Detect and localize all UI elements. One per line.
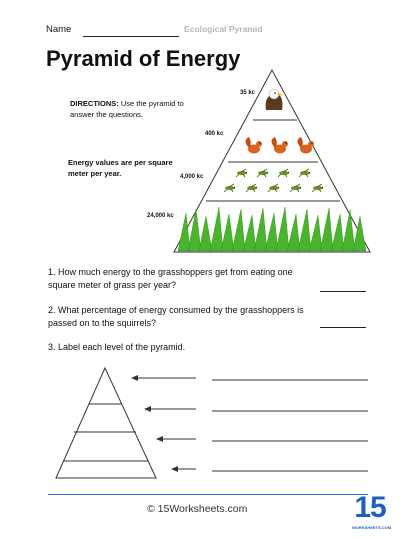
question-2: 2. What percentage of energy consumed by the grasshoppers is passed on to the squirrels?: [48, 305, 304, 328]
copyright-text: © 15Worksheets.com: [147, 503, 248, 515]
page-title: Pyramid of Energy: [46, 46, 241, 71]
energy-note: Energy values are per square meter per year.: [68, 158, 173, 178]
directions-text: Use the pyramid to answer the questions.: [70, 99, 184, 119]
footer-rule: [48, 494, 368, 495]
level-value-bottom: 24,000 kc: [147, 213, 174, 219]
arrow-icon: [171, 466, 196, 472]
worksheet-title: Ecological Pyramid: [184, 24, 263, 34]
directions-label: DIRECTIONS:: [70, 99, 119, 108]
level-value-second: 400 kc: [205, 131, 224, 137]
question-3: 3. Label each level of the pyramid.: [48, 342, 186, 352]
name-label: Name: [46, 24, 72, 35]
arrow-icon: [156, 436, 196, 442]
question-1: 1. How much energy to the grasshoppers get from eating one square meter of grass per year?: [48, 267, 293, 290]
level-value-top: 35 kc: [240, 90, 256, 96]
logo-number: 15: [354, 491, 386, 524]
logo-text: WORKSHEETS.COM: [352, 525, 392, 530]
level-value-third: 4,000 kc: [180, 174, 204, 180]
arrow-icon: [144, 406, 196, 412]
site-logo[interactable]: [352, 491, 392, 533]
arrow-icon: [131, 375, 196, 381]
